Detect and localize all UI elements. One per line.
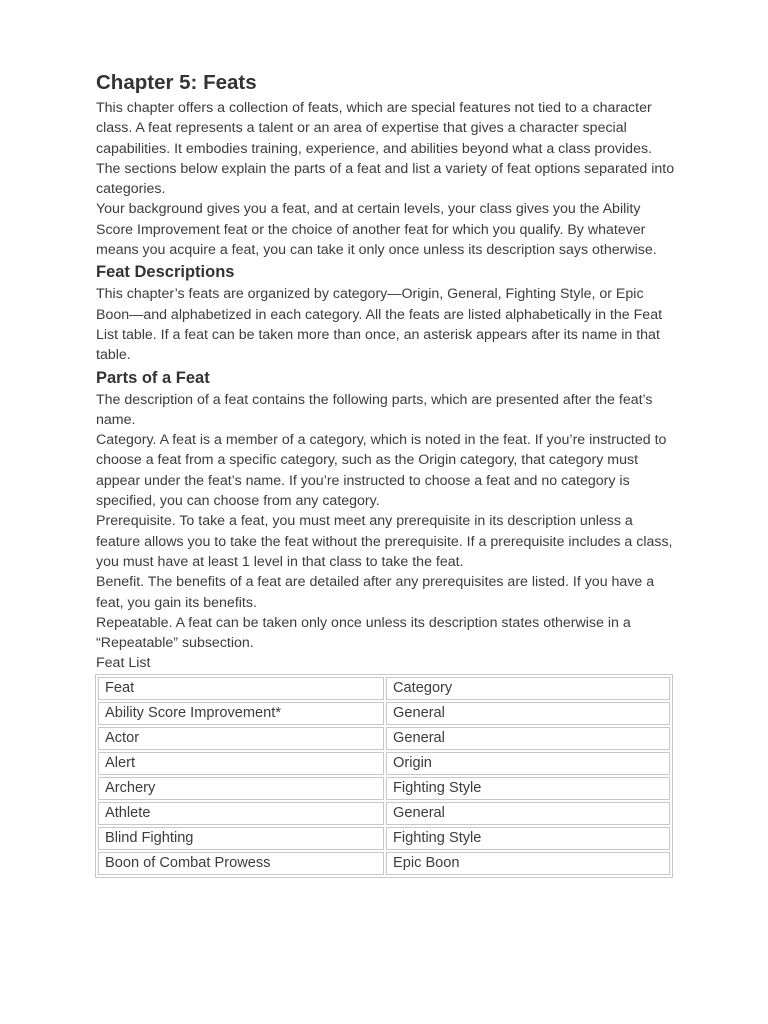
parts-repeatable-paragraph: Repeatable. A feat can be taken only once unless its description states otherwise in a “Repeatable” subsection.: [96, 614, 631, 652]
table-row: [98, 702, 670, 725]
parts-prerequisite-paragraph: Prerequisite. To take a feat, you must meet any prerequisite in its description unless a feature allows you to take the feat without the prerequisite. If a prerequisite includes a class, you must have at least 1 level in that class to take the feat.: [96, 513, 673, 570]
intro-paragraph: Your background gives you a feat, and at certain levels, your class gives you the Ability Score Improvement feat or the choice of another feat for which you qualify. By whatever means you acquire a feat, you can take it only once unless its description says otherwise.: [96, 201, 657, 259]
table-row: [98, 852, 670, 875]
header-cell-feat: Feat: [98, 677, 384, 700]
table-row: [98, 827, 670, 850]
feat-name-cell: Alert: [98, 752, 384, 775]
parts-paragraph: The description of a feat contains the following parts, which are presented after the feat’s name.: [96, 391, 653, 428]
table-caption: Feat List: [96, 655, 151, 672]
table-row: [98, 727, 670, 750]
table-row: [98, 777, 670, 800]
feat-name-cell: Athlete: [98, 802, 384, 825]
document-page: [96, 68, 676, 878]
feat-name-cell: Archery: [98, 777, 384, 800]
feat-name-cell: Boon of Combat Prowess: [98, 852, 384, 875]
feat-category-cell: Origin: [386, 752, 670, 775]
table-row: [98, 802, 670, 825]
feat-name-cell: Actor: [98, 727, 384, 750]
descriptions-paragraph: This chapter’s feats are organized by category—Origin, General, Fighting Style, or Epic Boon—and alphabetized in each category. All the feats are listed alphabetically in the Feat List table. If a feat can be taken more than once, an asterisk appears after its name in that table.: [96, 286, 663, 364]
chapter-title: Chapter 5: Feats: [96, 71, 257, 94]
parts-category-paragraph: Category. A feat is a member of a category, which is noted in the feat. If you’re instructed to choose a feat from a specific category, such as the Origin category, that category must appear under the feat’s name. If you’re instructed to choose a feat and no category is specified, you can choose from any category.: [96, 432, 667, 510]
table-row: [98, 752, 670, 775]
intro-paragraph: The sections below explain the parts of a feat and list a variety of feat options separated into categories.: [96, 160, 675, 198]
intro-paragraph: This chapter offers a collection of feats, which are special features not tied to a character class. A feat represents a talent or an area of expertise that gives a character special capabilities. It embodies training, experience, and abilities beyond what a class provides.: [96, 100, 652, 157]
section-heading-parts-of-a-feat: Parts of a Feat: [96, 368, 210, 387]
header-cell-category: Category: [386, 677, 670, 700]
feat-name-cell: Blind Fighting: [98, 827, 384, 850]
feat-name-cell: Ability Score Improvement*: [98, 702, 384, 725]
feat-category-cell: Epic Boon: [386, 852, 670, 875]
feat-category-cell: General: [386, 702, 670, 725]
feat-category-cell: General: [386, 727, 670, 750]
table-header-row: [98, 677, 670, 700]
feat-category-cell: Fighting Style: [386, 827, 670, 850]
parts-benefit-paragraph: Benefit. The benefits of a feat are detailed after any prerequisites are listed. If you have a feat, you gain its benefits.: [96, 574, 655, 611]
feat-category-cell: General: [386, 802, 670, 825]
feat-category-cell: Fighting Style: [386, 777, 670, 800]
section-heading-feat-descriptions: Feat Descriptions: [96, 263, 235, 282]
feat-list-table: [95, 674, 673, 878]
